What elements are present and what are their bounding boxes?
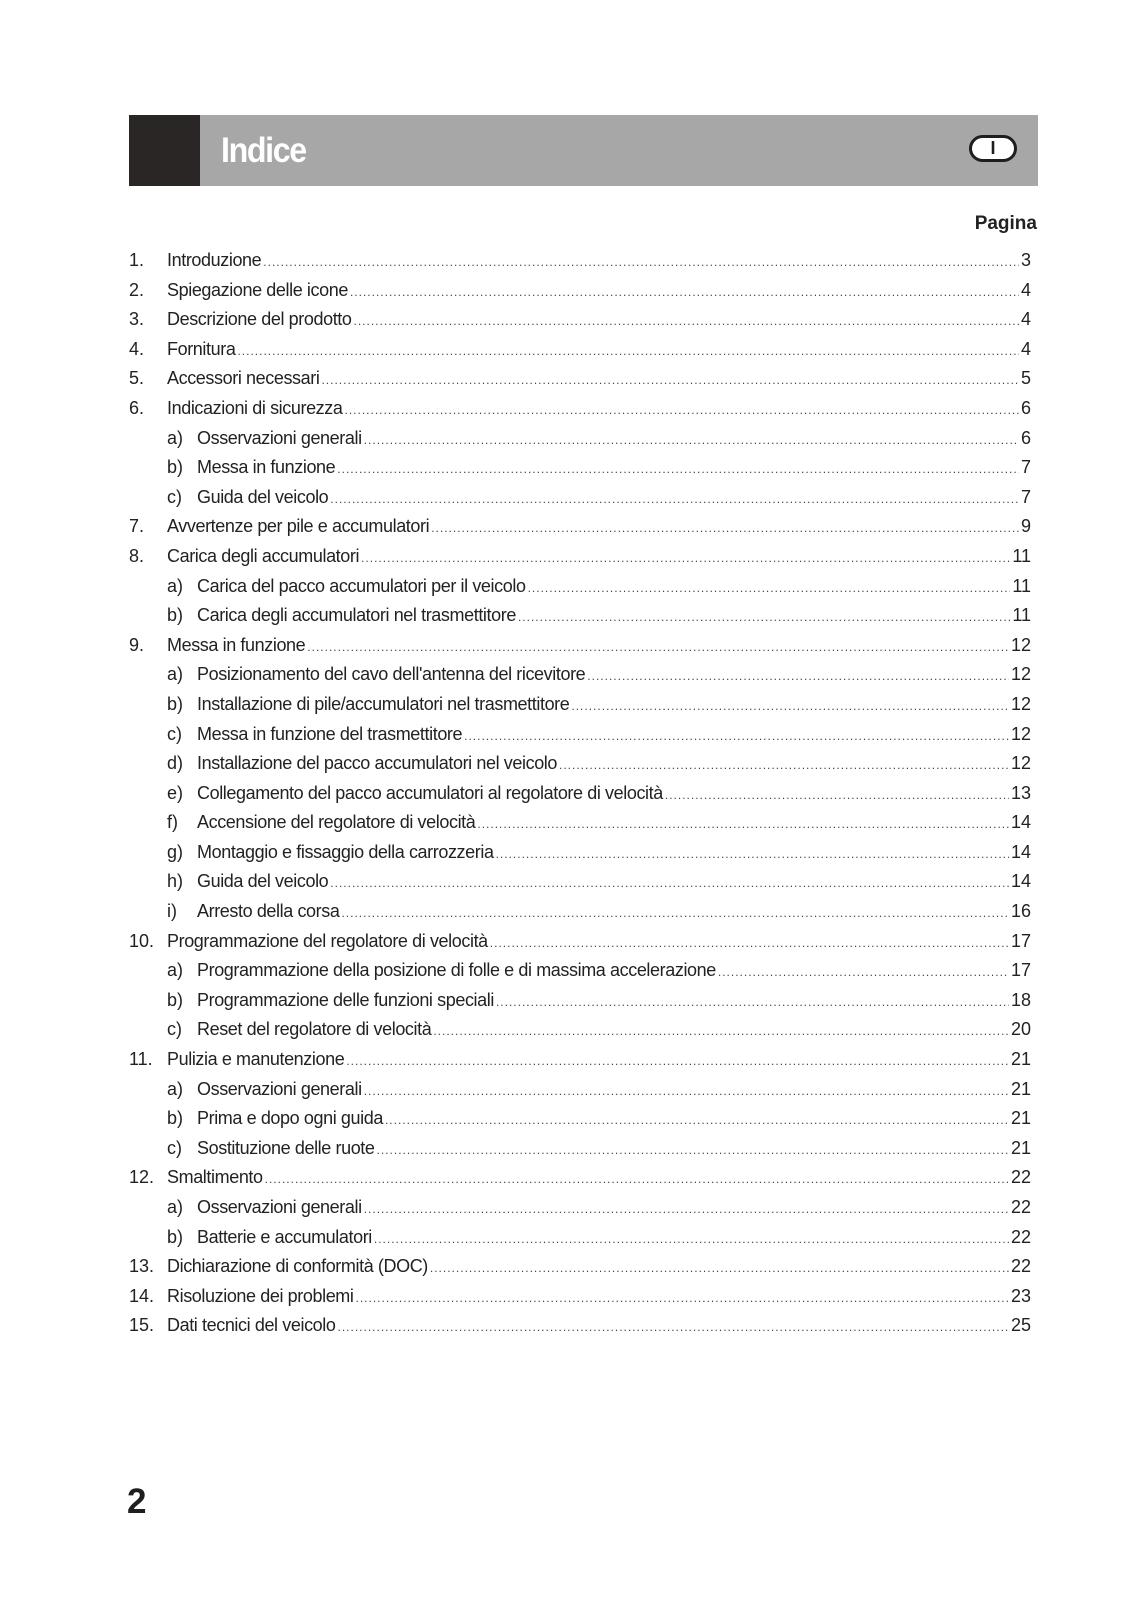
toc-number: 1. [129, 250, 145, 270]
toc-subentry[interactable] [129, 724, 1031, 754]
page-column-label: Pagina [974, 213, 1037, 234]
toc-page: 22 [1010, 1197, 1031, 1217]
toc-page: 21 [1010, 1049, 1031, 1070]
toc-number: 6. [129, 397, 145, 418]
toc-label: Risoluzione dei problemi [167, 1285, 354, 1306]
toc-number: 12. [129, 1167, 155, 1188]
toc-number: 8. [129, 545, 145, 566]
toc-leader-dots [518, 610, 1010, 624]
toc-page: 7 [1020, 486, 1031, 507]
toc-leader-dots [464, 729, 1009, 743]
toc-page: 7 [1020, 457, 1031, 478]
toc-page: 18 [1010, 989, 1031, 1010]
toc-page: 12 [1010, 664, 1031, 685]
toc-subentry[interactable] [129, 694, 1031, 724]
toc-page: 14 [1010, 812, 1031, 833]
toc-subentry[interactable] [129, 871, 1031, 901]
toc-letter: a) [167, 664, 184, 685]
toc-letter: d) [167, 753, 184, 774]
toc-page: 11 [1012, 605, 1031, 626]
toc-label: Smaltimento [167, 1167, 263, 1188]
toc-label: Carica del pacco accumulatori per il veicolo [197, 575, 526, 596]
toc-entry[interactable] [129, 546, 1031, 576]
toc-page: 23 [1010, 1285, 1031, 1306]
toc-page: 21 [1010, 1078, 1031, 1099]
header-dark-block [129, 115, 200, 186]
toc-leader-dots [364, 1202, 1009, 1216]
toc-letter: e) [167, 782, 184, 803]
toc-label: Accessori necessari [167, 368, 320, 389]
toc-label: Programmazione della posizione di folle e di massima accelerazione [197, 960, 716, 981]
toc-page: 14 [1010, 841, 1031, 862]
toc-label: Osservazioni generali [197, 1197, 362, 1217]
toc-page: 16 [1010, 901, 1031, 922]
toc-leader-dots [496, 995, 1009, 1009]
toc-label: Osservazioni generali [197, 427, 362, 448]
toc-leader-dots [321, 373, 1019, 387]
toc-leader-dots [431, 521, 1019, 535]
toc-page: 12 [1010, 693, 1031, 714]
toc-letter: f) [167, 812, 178, 833]
language-badge: I [969, 135, 1017, 162]
toc-leader-dots [528, 581, 1011, 595]
toc-page: 6 [1020, 427, 1031, 448]
toc-letter: a) [167, 1197, 184, 1217]
toc-number: 13. [129, 1256, 155, 1277]
toc-subentry[interactable] [129, 457, 1031, 487]
section-header [129, 115, 1038, 186]
toc-page: 22 [1010, 1256, 1031, 1277]
toc-letter: b) [167, 457, 184, 478]
toc-label: Fornitura [167, 338, 236, 359]
toc-subentry[interactable] [129, 428, 1031, 458]
toc-leader-dots [341, 906, 1009, 920]
toc-number: 9. [129, 634, 145, 655]
toc-label: Arresto della corsa [197, 901, 340, 922]
toc-label: Carica degli accumulatori [167, 545, 360, 566]
toc-leader-dots [477, 817, 1009, 831]
toc-leader-dots [354, 314, 1019, 328]
toc-leader-dots [346, 1054, 1009, 1068]
toc-number: 7. [129, 516, 145, 537]
toc-leader-dots [330, 492, 1019, 506]
toc-leader-dots [364, 433, 1019, 447]
toc-leader-dots [559, 758, 1009, 772]
toc-letter: b) [167, 1226, 184, 1247]
toc-subentry[interactable] [129, 1138, 1031, 1168]
toc-label: Montaggio e fissaggio della carrozzeria [197, 841, 494, 862]
toc-page: 11 [1012, 545, 1031, 566]
toc-page: 12 [1010, 753, 1031, 774]
toc-number: 4. [129, 338, 145, 359]
toc-label: Messa in funzione [167, 634, 306, 655]
page-title: Indice [221, 130, 306, 170]
toc-number: 2. [129, 279, 145, 300]
toc-page: 22 [1010, 1226, 1031, 1247]
toc-leader-dots [377, 1143, 1009, 1157]
toc-page: 14 [1010, 871, 1031, 892]
toc-letter: b) [167, 693, 184, 714]
toc-leader-dots [433, 1024, 1009, 1038]
toc-letter: b) [167, 989, 184, 1010]
toc-page: 3 [1020, 250, 1031, 270]
toc-page: 21 [1010, 1108, 1031, 1129]
toc-leader-dots [364, 1084, 1009, 1098]
toc-label: Batterie e accumulatori [197, 1226, 372, 1247]
toc-letter: c) [167, 1019, 182, 1040]
toc-page: 21 [1010, 1137, 1031, 1158]
toc-subentry[interactable] [129, 753, 1031, 783]
toc-label: Accensione del regolatore di velocità [197, 812, 476, 833]
toc-subentry[interactable] [129, 990, 1031, 1020]
toc-number: 15. [129, 1315, 155, 1336]
toc-label: Introduzione [167, 250, 262, 270]
toc-label: Carica degli accumulatori nel trasmettitore [197, 605, 516, 626]
toc-label: Collegamento del pacco accumulatori al regolatore di velocità [197, 782, 663, 803]
toc-number: 14. [129, 1285, 155, 1306]
toc-subentry[interactable] [129, 1197, 1031, 1227]
toc-label: Reset del regolatore di velocità [197, 1019, 432, 1040]
toc-letter: a) [167, 1078, 184, 1099]
toc-number: 5. [129, 368, 145, 389]
toc-leader-dots [337, 462, 1019, 476]
toc-leader-dots [385, 1113, 1009, 1127]
toc-leader-dots [587, 669, 1009, 683]
toc-letter: b) [167, 1108, 184, 1129]
toc-entry[interactable] [129, 280, 1031, 310]
toc-subentry[interactable] [129, 1108, 1031, 1138]
toc-number: 10. [129, 930, 155, 951]
toc-label: Posizionamento del cavo dell'antenna del ricevitore [197, 664, 586, 685]
toc-entry[interactable] [129, 1286, 1031, 1316]
toc-entry[interactable] [129, 250, 1031, 280]
toc-entry[interactable] [129, 368, 1031, 398]
toc-label: Installazione del pacco accumulatori nel veicolo [197, 753, 558, 774]
toc-letter: h) [167, 871, 184, 892]
toc-page: 17 [1010, 960, 1031, 981]
toc-page: 20 [1010, 1019, 1031, 1040]
toc-subentry[interactable] [129, 901, 1031, 931]
toc-number: 3. [129, 309, 145, 330]
toc-leader-dots [337, 1320, 1008, 1334]
toc-letter: a) [167, 575, 184, 596]
toc-page: 5 [1020, 368, 1031, 389]
toc-label: Avvertenze per pile e accumulatori [167, 516, 430, 537]
toc-label: Installazione di pile/accumulatori nel trasmettitore [197, 693, 570, 714]
toc-leader-dots [237, 344, 1019, 358]
toc-label: Osservazioni generali [197, 1078, 362, 1099]
toc-leader-dots [330, 876, 1009, 890]
toc-letter: c) [167, 723, 182, 744]
toc-leader-dots [263, 255, 1019, 269]
toc-label: Sostituzione delle ruote [197, 1137, 375, 1158]
toc-entry[interactable] [129, 309, 1031, 339]
toc-entry[interactable] [129, 1256, 1031, 1286]
toc-leader-dots [718, 965, 1009, 979]
toc-letter: a) [167, 427, 184, 448]
toc-letter: g) [167, 841, 184, 862]
toc-label: Guida del veicolo [197, 486, 329, 507]
toc-page: 25 [1010, 1315, 1031, 1336]
toc-label: Dichiarazione di conformità (DOC) [167, 1256, 428, 1277]
toc-entry[interactable] [129, 398, 1031, 428]
toc-page: 6 [1020, 397, 1031, 418]
toc-entry[interactable] [129, 635, 1031, 665]
toc-number: 11. [129, 1049, 153, 1070]
toc-label: Dati tecnici del veicolo [167, 1315, 336, 1336]
toc-leader-dots [307, 640, 1009, 654]
toc-page: 12 [1010, 723, 1031, 744]
toc-label: Indicazioni di sicurezza [167, 397, 343, 418]
toc-label: Messa in funzione [197, 457, 336, 478]
toc-entry[interactable] [129, 339, 1031, 369]
toc-label: Pulizia e manutenzione [167, 1049, 345, 1070]
toc-subentry[interactable] [129, 960, 1031, 990]
toc-subentry[interactable] [129, 1079, 1031, 1109]
toc-entry[interactable] [129, 1315, 1031, 1345]
toc-letter: c) [167, 1137, 182, 1158]
toc-letter: a) [167, 960, 184, 981]
toc-page: 17 [1010, 930, 1031, 951]
toc-page: 11 [1012, 575, 1031, 596]
toc-leader-dots [496, 847, 1009, 861]
toc-subentry[interactable] [129, 576, 1031, 606]
toc-subentry[interactable] [129, 1227, 1031, 1257]
toc-subentry[interactable] [129, 664, 1031, 694]
toc-subentry[interactable] [129, 812, 1031, 842]
toc-label: Programmazione delle funzioni speciali [197, 989, 494, 1010]
toc-page: 13 [1010, 782, 1031, 803]
toc-entry[interactable] [129, 1167, 1031, 1197]
toc-leader-dots [350, 285, 1019, 299]
toc-page: 4 [1020, 279, 1031, 300]
toc-leader-dots [374, 1232, 1009, 1246]
toc-label: Descrizione del prodotto [167, 309, 352, 330]
toc-page: 12 [1010, 634, 1031, 655]
toc-subentry[interactable] [129, 487, 1031, 517]
toc-letter: c) [167, 486, 182, 507]
toc-label: Guida del veicolo [197, 871, 329, 892]
toc-label: Messa in funzione del trasmettitore [197, 723, 463, 744]
toc-letter: b) [167, 605, 184, 626]
toc-subentry[interactable] [129, 605, 1031, 635]
toc-subentry[interactable] [129, 842, 1031, 872]
toc-page: 9 [1020, 516, 1031, 537]
page-number: 2 [127, 1482, 147, 1521]
toc-leader-dots [265, 1172, 1009, 1186]
toc-leader-dots [490, 936, 1009, 950]
toc-entry[interactable] [129, 516, 1031, 546]
toc-label: Programmazione del regolatore di velocità [167, 930, 488, 951]
toc-letter: i) [167, 901, 177, 922]
toc-leader-dots [571, 699, 1009, 713]
toc-label: Spiegazione delle icone [167, 279, 348, 300]
toc-page: 22 [1010, 1167, 1031, 1188]
toc-entry[interactable] [129, 931, 1031, 961]
toc-page: 4 [1020, 309, 1031, 330]
toc-leader-dots [361, 551, 1010, 565]
toc-leader-dots [665, 788, 1009, 802]
toc-leader-dots [430, 1261, 1009, 1275]
toc-label: Prima e dopo ogni guida [197, 1108, 383, 1129]
toc-page: 4 [1020, 338, 1031, 359]
toc-subentry[interactable] [129, 1019, 1031, 1049]
table-of-contents [129, 250, 1031, 1345]
toc-leader-dots [345, 403, 1019, 417]
toc-entry[interactable] [129, 1049, 1031, 1079]
toc-subentry[interactable] [129, 783, 1031, 813]
toc-leader-dots [356, 1291, 1009, 1305]
